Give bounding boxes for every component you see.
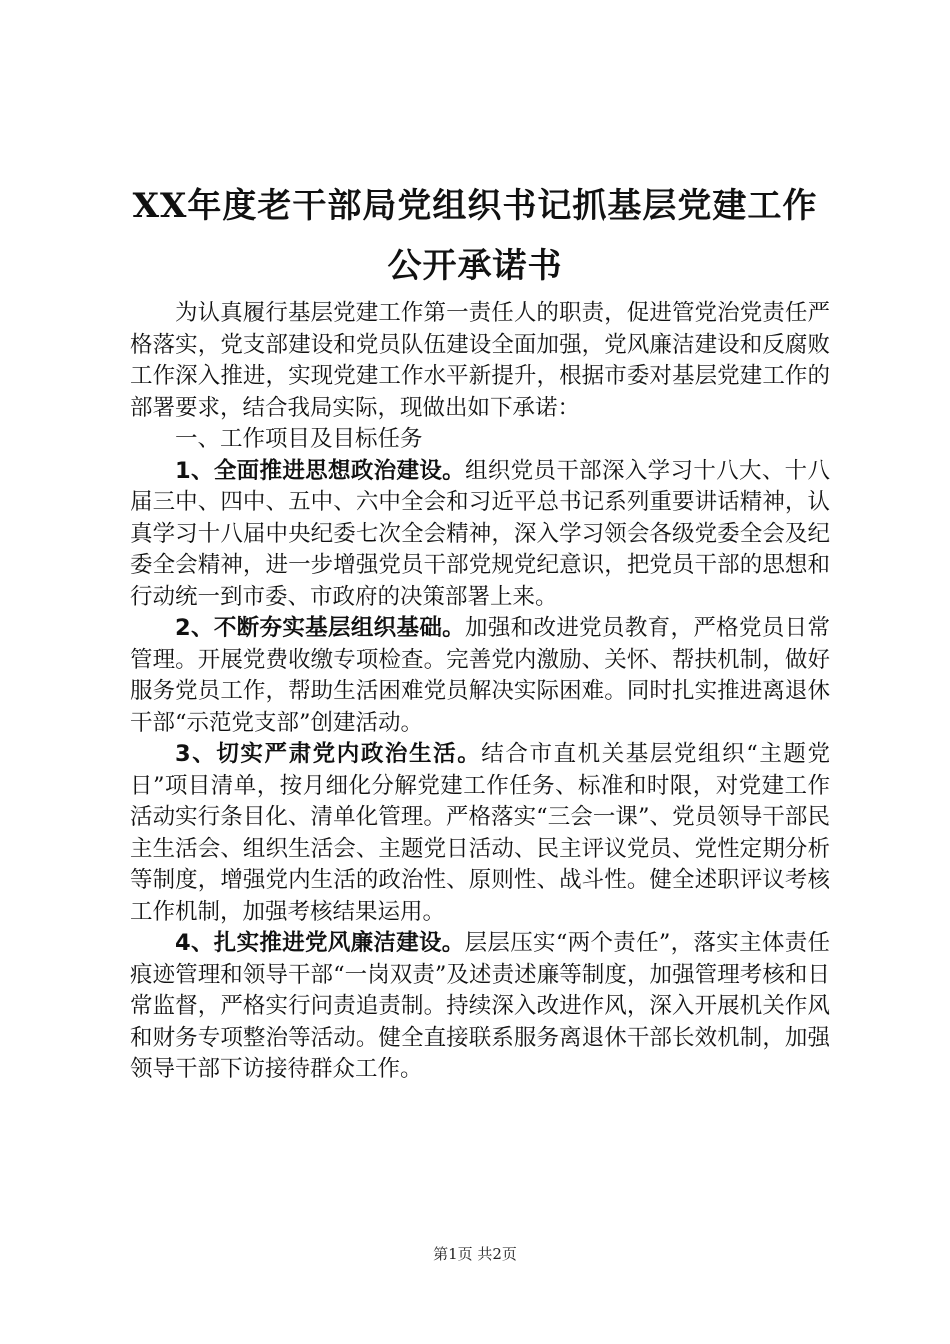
item-paragraph-1	[130, 456, 830, 614]
item-paragraph-4	[130, 928, 830, 1086]
item-text-2: 加强和改进党员教育，严格党员日常管理。开展党费收缴专项检查。完善党内激励、关怀、帮扶机制，做好服务党员工作，帮助生活困难党员解决实际困难。同时扎实推进离退休干部“示范党支部”创建活动。	[130, 615, 830, 736]
intro-paragraph: 为认真履行基层党建工作第一责任人的职责，促进管党治党责任严格落实，党支部建设和党员队伍建设全面加强，党风廉洁建设和反腐败工作深入推进，实现党建工作水平新提升，根据市委对基层党建工作的部署要求，结合我局实际，现做出如下承诺：	[130, 300, 830, 421]
item-paragraph-2	[130, 613, 830, 739]
item-heading-3: 3、切实严肃党内政治生活。	[175, 741, 482, 767]
document-body	[130, 298, 830, 1086]
item-heading-2: 2、不断夯实基层组织基础。	[175, 615, 465, 641]
item-text-4: 层层压实“两个责任”，落实主体责任痕迹管理和领导干部“一岗双责”及述责述廉等制度，加强管理考核和日常监督，严格实行问责追责制。持续深入改进作风，深入开展机关作风和财务专项整治等活动。健全直接联系服务离退休干部长效机制，加强领导干部下访接待群众工作。	[130, 930, 831, 1082]
document-title-line-1: XX年度老干部局党组织书记抓基层党建工作	[132, 186, 818, 226]
item-text-1: 组织党员干部深入学习十八大、十八届三中、四中、五中、六中全会和习近平总书记系列重要讲话精神，认真学习十八届中央纪委七次全会精神，深入学习领会各级党委全会及纪委全会精神，进一步增强党员干部党规党纪意识，把党员干部的思想和行动统一到市委、市政府的决策部署上来。	[130, 457, 830, 610]
document-title-line-2: 公开承诺书	[387, 246, 563, 286]
page-footer: 第1页 共2页	[433, 1245, 517, 1263]
item-paragraph-3	[130, 739, 830, 928]
section-heading: 一、工作项目及目标任务	[175, 426, 423, 452]
item-text-3: 结合市直机关基层党组织“主题党日”项目清单，按月细化分解党建工作任务、标准和时限，对党建工作活动实行条目化、清单化管理。严格落实“三会一课”、党员领导干部民主生活会、组织生活会、主题党日活动、民主评议党员、党性定期分析等制度，增强党内生活的政治性、原则性、战斗性。健全述职评议考核工作机制，加强考核结果运用。	[130, 741, 830, 925]
item-heading-1: 1、全面推进思想政治建设。	[175, 457, 465, 484]
item-heading-4: 4、扎实推进党风廉洁建设。	[175, 930, 465, 956]
